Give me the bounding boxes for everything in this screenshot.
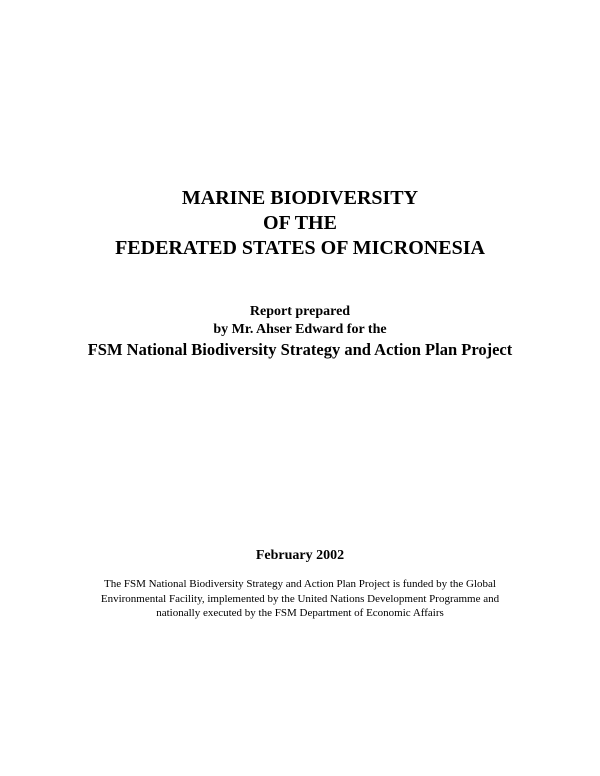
prepared-by-block — [0, 303, 600, 360]
funding-line-1: The FSM National Biodiversity Strategy and Action Plan Project is funded by the Global — [104, 578, 496, 590]
funding-line-3: nationally executed by the FSM Department of Economic Affairs — [156, 607, 444, 619]
project-name: FSM National Biodiversity Strategy and Action Plan Project — [87, 340, 513, 359]
title-line-1: MARINE BIODIVERSITY — [181, 187, 419, 209]
date-block — [0, 547, 600, 565]
report-title — [0, 186, 600, 261]
report-date: February 2002 — [255, 548, 345, 563]
prepared-line-2: by Mr. Ahser Edward for the — [213, 322, 387, 337]
funding-line-2: Environmental Facility, implemented by the United Nations Development Programme and — [100, 592, 500, 605]
prepared-line-1: Report prepared — [249, 304, 351, 319]
title-line-2: OF THE — [263, 212, 337, 234]
title-line-3: FEDERATED STATES OF MICRONESIA — [115, 237, 485, 259]
funding-statement — [0, 577, 600, 621]
